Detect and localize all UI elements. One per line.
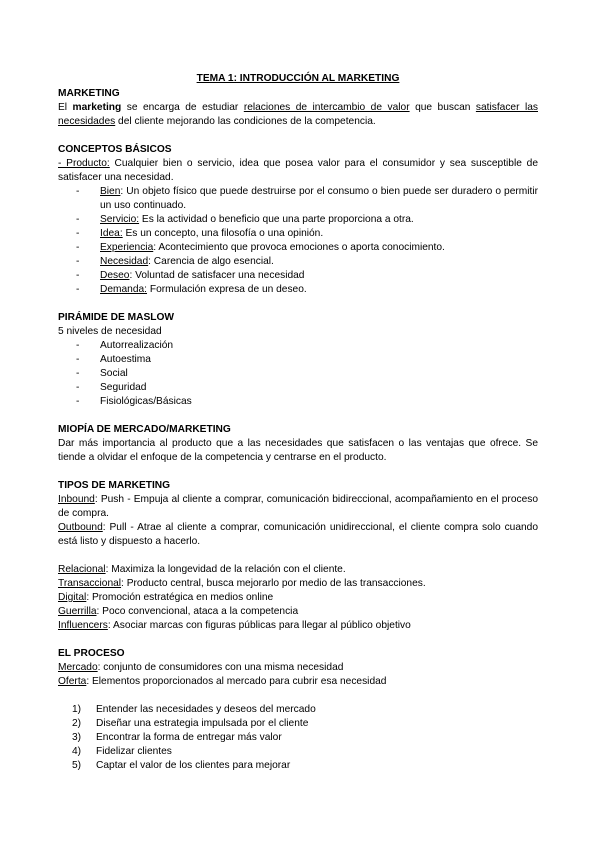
maslow-intro: 5 niveles de necesidad xyxy=(58,326,162,337)
list-item: - Experiencia: Acontecimiento que provoca emociones o aporta conocimiento. xyxy=(76,242,445,253)
miopia-heading: MIOPÍA DE MERCADO/MARKETING xyxy=(58,424,231,435)
list-item: - Demanda: Formulación expresa de un deseo. xyxy=(76,284,307,295)
document-page xyxy=(58,72,538,773)
list-item: - Servicio: Es la actividad o beneficio que una parte proporciona a otra. xyxy=(76,214,414,225)
list-item: - Idea: Es un concepto, una filosofía o una opinión. xyxy=(76,228,324,239)
list-item: - Bien: Un objeto físico que puede destruirse por el consumo o bien puede ser duradero o permitir un uso continuado. xyxy=(76,186,538,211)
list-item: Relacional: Maximiza la longevidad de la relación con el cliente. xyxy=(58,564,346,575)
inbound-definition: Inbound: Push - Empuja al cliente a comprar, comunicación bidireccional, acompañamiento en el proceso de compra. xyxy=(58,494,538,519)
list-item: 4) Fidelizar clientes xyxy=(72,746,172,757)
list-item: - Deseo: Voluntad de satisfacer una necesidad xyxy=(76,270,305,281)
list-item: - Autoestima xyxy=(76,354,151,365)
list-item: 5) Captar el valor de los clientes para mejorar xyxy=(72,760,291,771)
list-item: - Social xyxy=(76,368,128,379)
proceso-heading: EL PROCESO xyxy=(58,648,125,659)
list-item: Digital: Promoción estratégica en medios online xyxy=(58,592,274,603)
list-item: 2) Diseñar una estrategia impulsada por el cliente xyxy=(72,718,309,729)
list-item: - Fisiológicas/Básicas xyxy=(76,396,192,407)
oferta-definition: Oferta: Elementos proporcionados al mercado para cubrir esa necesidad xyxy=(58,676,387,687)
outbound-definition: Outbound: Pull - Atrae al cliente a comprar, comunicación unidireccional, el cliente compra solo cuando está listo y dispuesto a hacerlo. xyxy=(58,522,538,547)
marketing-definition: El marketing se encarga de estudiar relaciones de intercambio de valor que buscan satisfacer las necesidades del cliente mejorando las condiciones de la competencia. xyxy=(58,102,538,127)
maslow-heading: PIRÁMIDE DE MASLOW xyxy=(58,312,175,323)
marketing-heading: MARKETING xyxy=(58,88,120,99)
list-item: 3) Encontrar la forma de entregar más valor xyxy=(72,732,282,743)
list-item: - Autorrealización xyxy=(76,340,174,351)
list-item: Transaccional: Producto central, busca mejorarlo por medio de las transacciones. xyxy=(58,578,426,589)
list-item: Guerrilla: Poco convencional, ataca a la competencia xyxy=(58,606,299,617)
conceptos-heading: CONCEPTOS BÁSICOS xyxy=(58,144,172,155)
mercado-definition: Mercado: conjunto de consumidores con una misma necesidad xyxy=(58,662,344,673)
tipos-heading: TIPOS DE MARKETING xyxy=(58,480,171,491)
list-item: - Seguridad xyxy=(76,382,147,393)
page-title: TEMA 1: INTRODUCCIÓN AL MARKETING xyxy=(196,73,400,84)
list-item: - Necesidad: Carencia de algo esencial. xyxy=(76,256,274,267)
list-item: 1) Entender las necesidades y deseos del mercado xyxy=(72,704,316,715)
miopia-text: Dar más importancia al producto que a las necesidades que satisfacen o las ventajas que ofrece. Se tiende a olvidar el enfoque de la competencia y centrarse en el producto. xyxy=(58,438,538,463)
list-item: Influencers: Asociar marcas con figuras públicas para llegar al público objetivo xyxy=(58,620,411,631)
producto-definition: - Producto: Cualquier bien o servicio, idea que posea valor para el consumidor y sea susceptible de satisfacer una necesidad. xyxy=(58,158,538,183)
